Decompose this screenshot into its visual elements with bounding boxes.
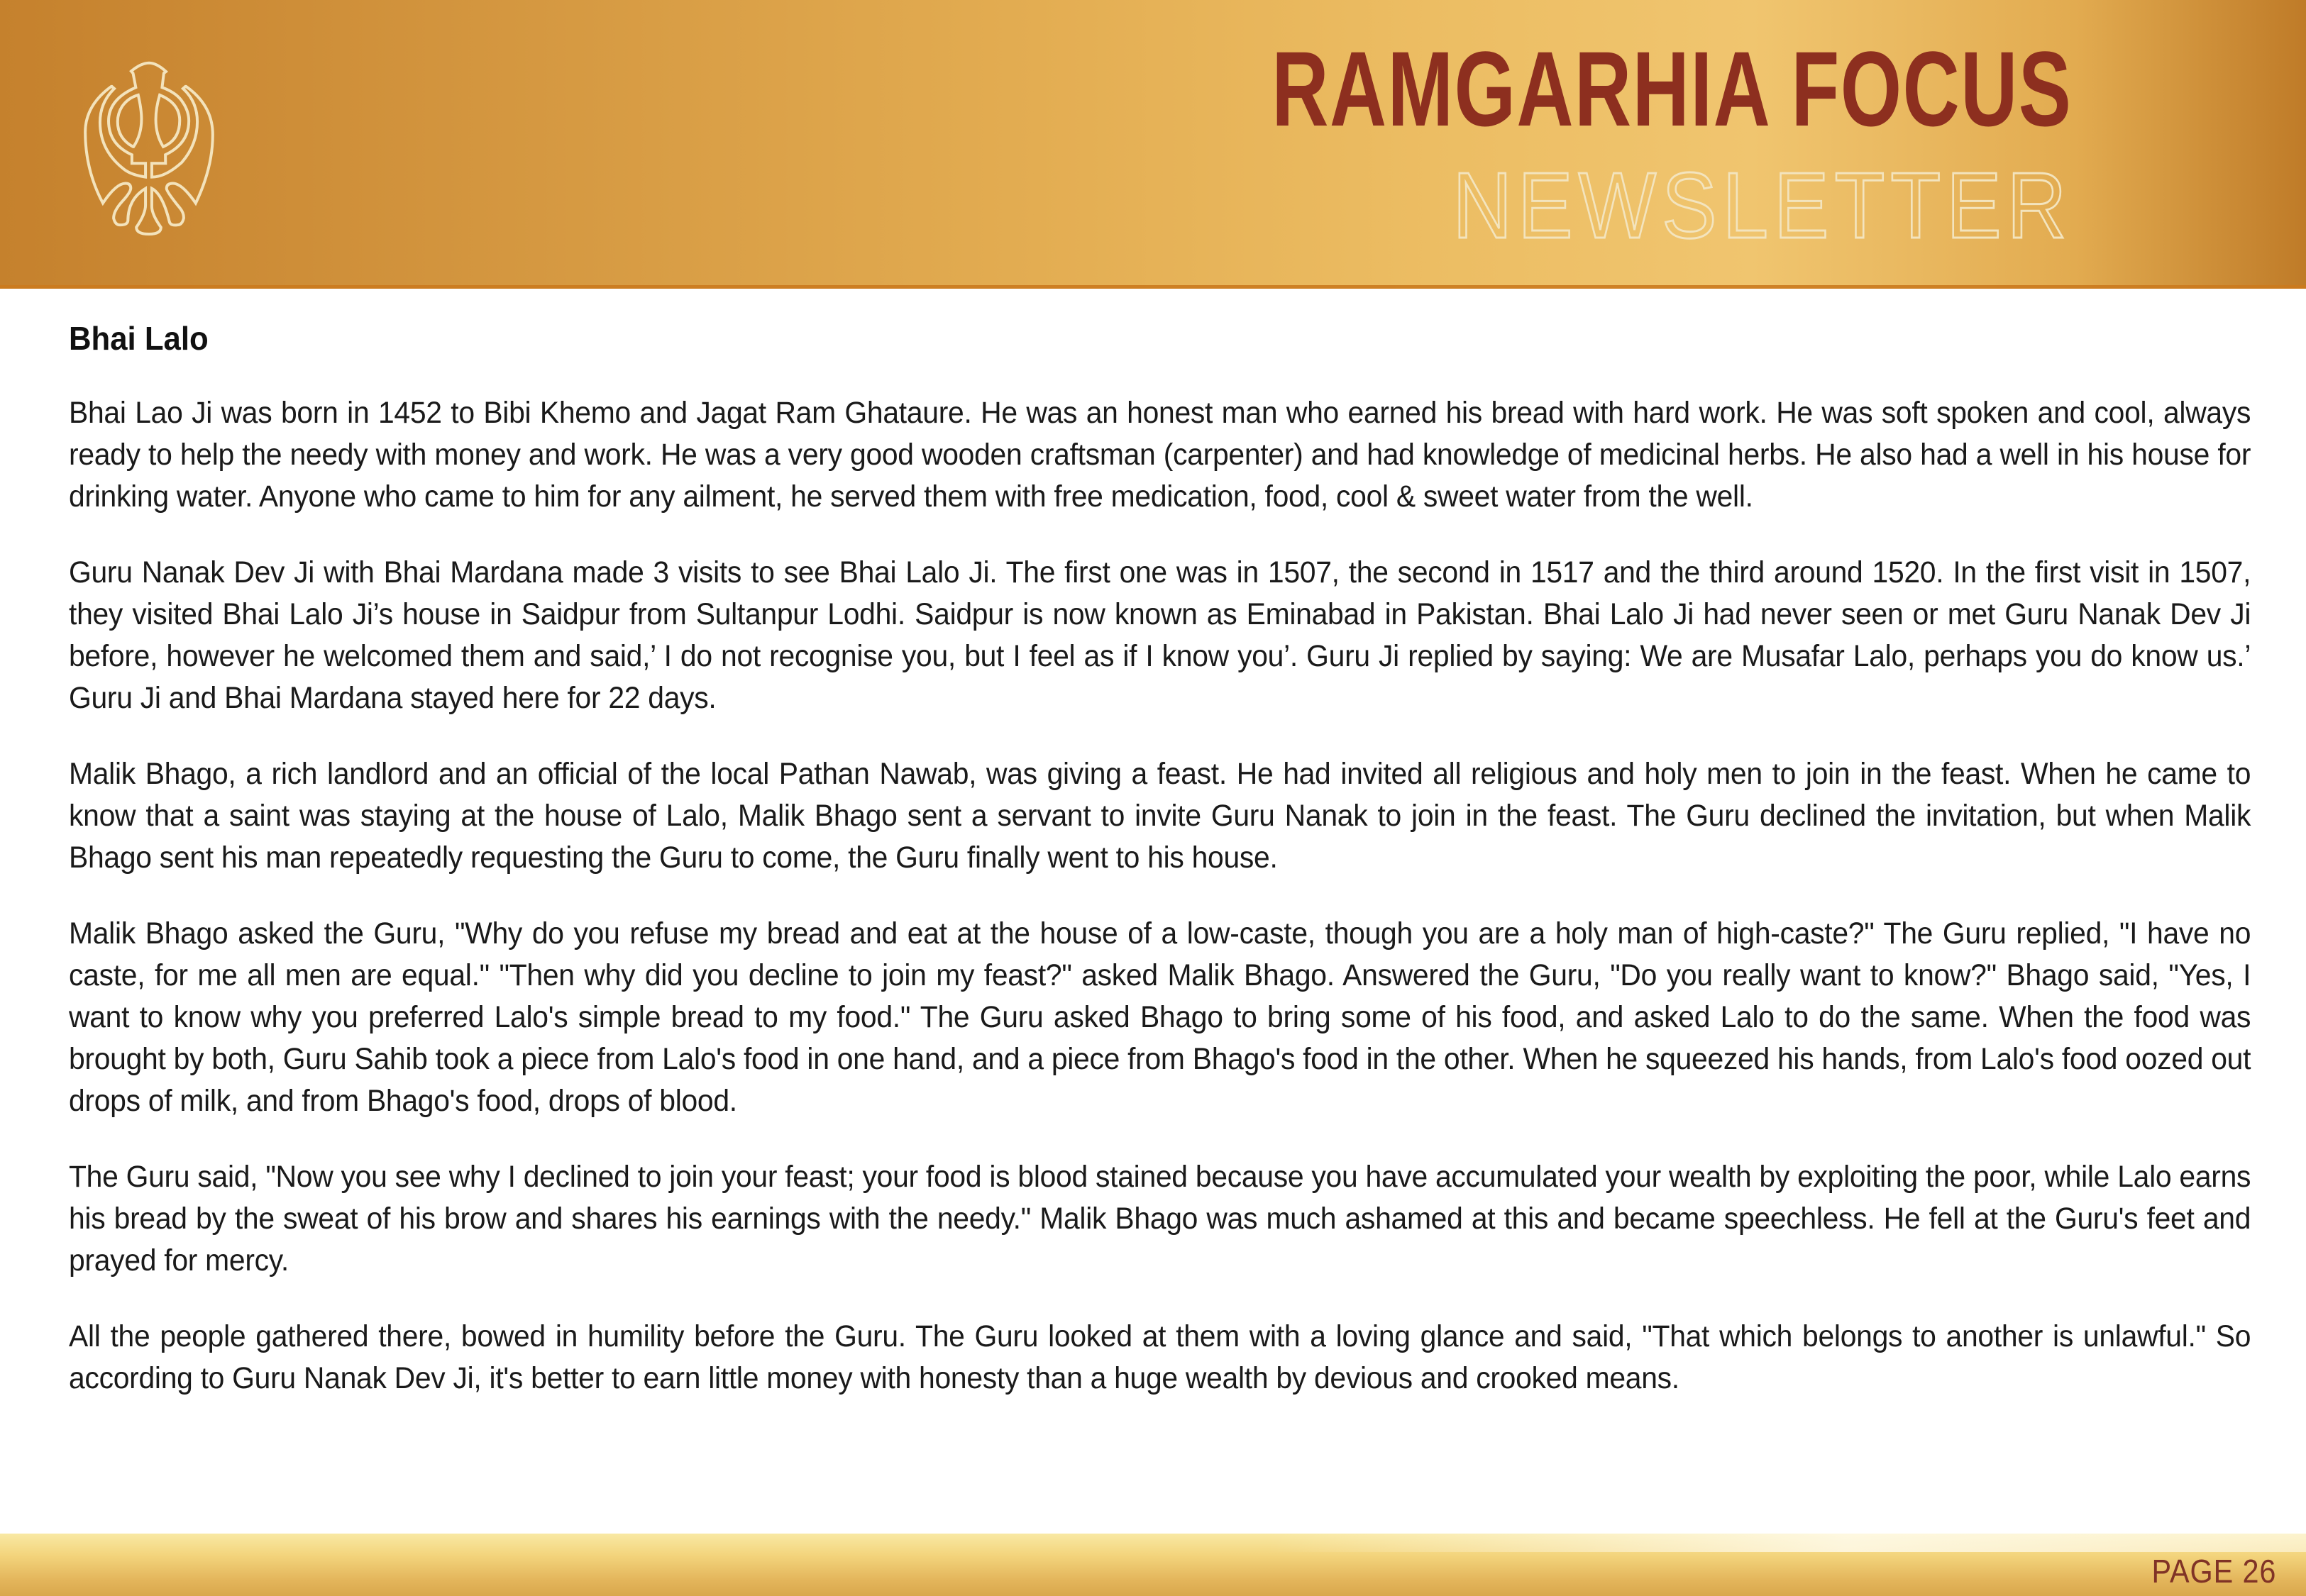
article-paragraph-3: Malik Bhago, a rich landlord and an official of the local Pathan Nawab, was giving a feast. He had invited all religious and holy men to join in the feast. When he came to know that a saint was staying at the house of Lalo, Malik Bhago sent a servant to invite Guru Nanak to join in the feast. The Guru declined the invitation, but when Malik Bhago sent his man repeatedly requesting the Guru to come, the Guru finally went to his house. [69,756,2251,875]
article-body [69,321,2251,1400]
article-paragraph-2: Guru Nanak Dev Ji with Bhai Mardana made 3 visits to see Bhai Lalo Ji. The first one was in 1507, the second in 1517 and the third around 1520. In the first visit in 1507, they visited Bhai Lalo Ji’s house in Saidpur from Sultanpur Lodhi. Saidpur is now known as Eminabad in Pakistan. Bhai Lalo Ji had never seen or met Guru Nanak Dev Ji before, however he welcomed them and said,’ I do not recognise you, but I feel as if I know you’. Guru Ji replied by saying: We are Musafar Lalo, perhaps you do know us.’ Guru Ji and Bhai Mardana stayed here for 22 days. [69,555,2251,715]
newsletter-title: RAMGARHIA FOCUS [1271,29,2072,148]
article-paragraph-4: Malik Bhago asked the Guru, "Why do you refuse my bread and eat at the house of a low-caste, though you are a holy man of high-caste?" The Guru replied, "I have no caste, for me all men are equal." "Then why did you decline to join my feast?" asked Malik Bhago. Answered the Guru, "Do you really want to know?" Bhago said, "Yes, I want to know why you preferred Lalo's simple bread to my food." The Guru asked Bhago to bring some of his food, and asked Lalo to do the same. When the food was brought by both, Guru Sahib took a piece from Lalo's food in one hand, and a piece from Bhago's food in the other. When he squeezed his hands, from Lalo's food oozed out drops of milk, and from Bhago's food, drops of blood. [69,916,2251,1118]
article-paragraph-6: All the people gathered there, bowed in humility before the Guru. The Guru looked at them with a loving glance and said, "That which belongs to another is unlawful." So according to Guru Nanak Dev Ji, it's better to earn little money with honesty than a huge wealth by devious and crooked means. [69,1319,2251,1395]
khanda-icon [35,20,263,268]
newsletter-masthead [991,29,2072,257]
article-paragraph-5: The Guru said, "Now you see why I declined to join your feast; your food is blood stained because you have accumulated your wealth by exploiting the poor, while Lalo earns his bread by the sweat of his brow and shares his earnings with the needy." Malik Bhago was much ashamed at this and became speechless. He fell at the Guru's feet and prayed for mercy. [69,1159,2251,1278]
newsletter-subtitle: NEWSLETTER [1452,153,2072,257]
page-number: PAGE 26 [2151,1553,2276,1590]
svg-text:☬: ☬ [65,20,233,268]
article-paragraph-1: Bhai Lao Ji was born in 1452 to Bibi Khemo and Jagat Ram Ghataure. He was an honest man who earned his bread with hard work. He was soft spoken and cool, always ready to help the needy with money and work. He was a very good wooden craftsman (carpenter) and had knowledge of medicinal herbs. He also had a well in his house for drinking water. Anyone who came to him for any ailment, he served them with free medication, food, cool & sweet water from the well. [69,395,2251,514]
article-heading: Bhai Lalo [69,320,209,357]
header-banner [0,0,2306,289]
footer-bar [0,1534,2306,1596]
